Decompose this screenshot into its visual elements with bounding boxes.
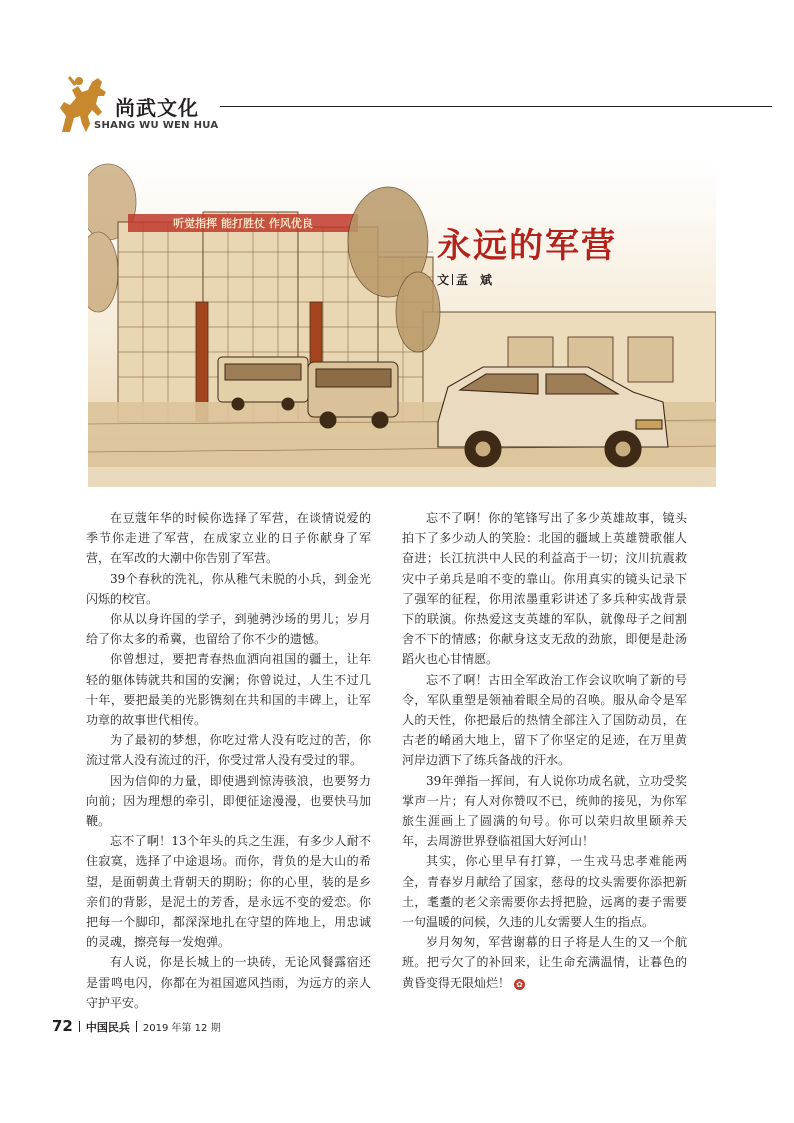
paragraph: 因为信仰的力量，即使遇到惊涛骇浪，也要努力向前；因为理想的牵引，即便征途漫漫，也要快马加鞭。	[86, 773, 371, 829]
section-header	[52, 70, 772, 140]
page-number: 72	[52, 1017, 73, 1035]
hero-image	[88, 162, 716, 487]
magazine-name: 中国民兵	[85, 1021, 130, 1034]
paragraph: 有人说，你是长城上的一块砖，无论风餐露宿还是雷鸣电闪，你都在为祖国遮风挡雨，为远方的亲人守护平安。	[86, 955, 371, 1010]
slogan-banner: 听觉指挥 能打胜仗 作风优良	[173, 217, 313, 230]
byline-separator	[452, 274, 453, 285]
footer-separator	[136, 1021, 137, 1032]
paragraph: 为了最初的梦想，你吃过常人没有吃过的苦，你流过常人没有流过的汗，你受过常人没有受过的罪。	[86, 733, 371, 768]
paragraph: 忘不了啊！你的笔锋写出了多少英雄故事，镜头拍下了多少动人的笑脸：北国的疆域上英雄赞歌催人奋进；长江抗洪中人民的利益高于一切；汶川抗震救灾中子弟兵是咱不变的靠山。你用真实的镜头记录下了强军的征程，你用浓墨重彩讲述了多兵种实战背景下的联演。你热爱这支英雄的军队，就像母子之间割舍不下的情感；你献身这支无敌的劲旅，即便是赴汤蹈火也心甘情愿。	[402, 511, 687, 667]
end-mark-icon: ✿	[514, 979, 525, 990]
section-subtitle: SHANG WU WEN HUA	[94, 120, 219, 131]
byline	[437, 271, 504, 288]
byline-prefix: 文	[437, 273, 450, 287]
paragraph: 39个春秋的洗礼，你从稚气未脱的小兵，到金光闪烁的校官。	[86, 571, 371, 606]
paragraph: 其实，你心里早有打算，一生戎马忠孝难能两全，青春岁月献给了国家，慈母的坟头需要你添把新土，耄耋的老父亲需要你去捋把脸，远离的妻子需要一句温暖的问候，久违的儿女需要人生的指点。	[402, 854, 687, 930]
article-column-right	[402, 508, 687, 993]
issue-number: 2019 年第 12 期	[142, 1023, 221, 1034]
paragraph-text: 岁月匆匆，军营谢幕的日子将是人生的又一个航班。把亏欠了的补回来，让生命充满温情，让暮色的黄昏变得无限灿烂！	[402, 935, 687, 990]
article-column-left	[86, 508, 371, 1013]
paragraph-last	[402, 932, 687, 993]
paragraph: 在豆蔻年华的时候你选择了军营，在谈情说爱的季节你走进了军营，在成家立业的日子你献身了军营，在军改的大潮中你告别了军营。	[86, 511, 371, 566]
article-title: 永远的军营	[437, 226, 617, 266]
page-footer	[52, 1016, 221, 1035]
paragraph: 39年弹指一挥间，有人说你功成名就，立功受奖掌声一片；有人对你赞叹不已，统帅的接见，为你军旅生涯画上了圆满的句号。你可以荣归故里颐养天年，去周游世界登临祖国大好河山！	[402, 773, 687, 849]
author-name: 孟斌	[456, 273, 505, 287]
paragraph: 你曾想过，要把青春热血洒向祖国的疆土，让年轻的躯体铸就共和国的安澜；你曾说过，人生不过几十年，要把最美的光影镌刻在共和国的丰碑上，让军功章的故事世代相传。	[86, 652, 371, 728]
section-title: 尚武文化	[115, 96, 199, 120]
footer-separator	[79, 1021, 80, 1032]
paragraph: 忘不了啊！13个年头的兵之生涯，有多少人耐不住寂寞，选择了中途退场。而你，背负的是大山的希望，是面朝黄土背朝天的期盼；你的心里，装的是乡亲们的背影，是泥土的芳香，是永远不变的爱恋。你把每一个脚印，都深深地扎在守望的阵地上，用忠诚的灵魂，擦亮每一发炮弹。	[86, 834, 371, 950]
paragraph: 你从以身许国的学子，到驰骋沙场的男儿；岁月给了你太多的希冀，也留给了你不少的遗憾。	[86, 612, 371, 647]
header-divider	[220, 106, 772, 107]
paragraph: 忘不了啊！古田全军政治工作会议吹响了新的号令，军队重塑是领袖着眼全局的召唤。服从命令是军人的天性，你把最后的热情全部注入了国防动员，在古老的崤函大地上，留下了你坚定的足迹，在万里黄河岸边洒下了练兵备战的汗水。	[402, 672, 687, 768]
